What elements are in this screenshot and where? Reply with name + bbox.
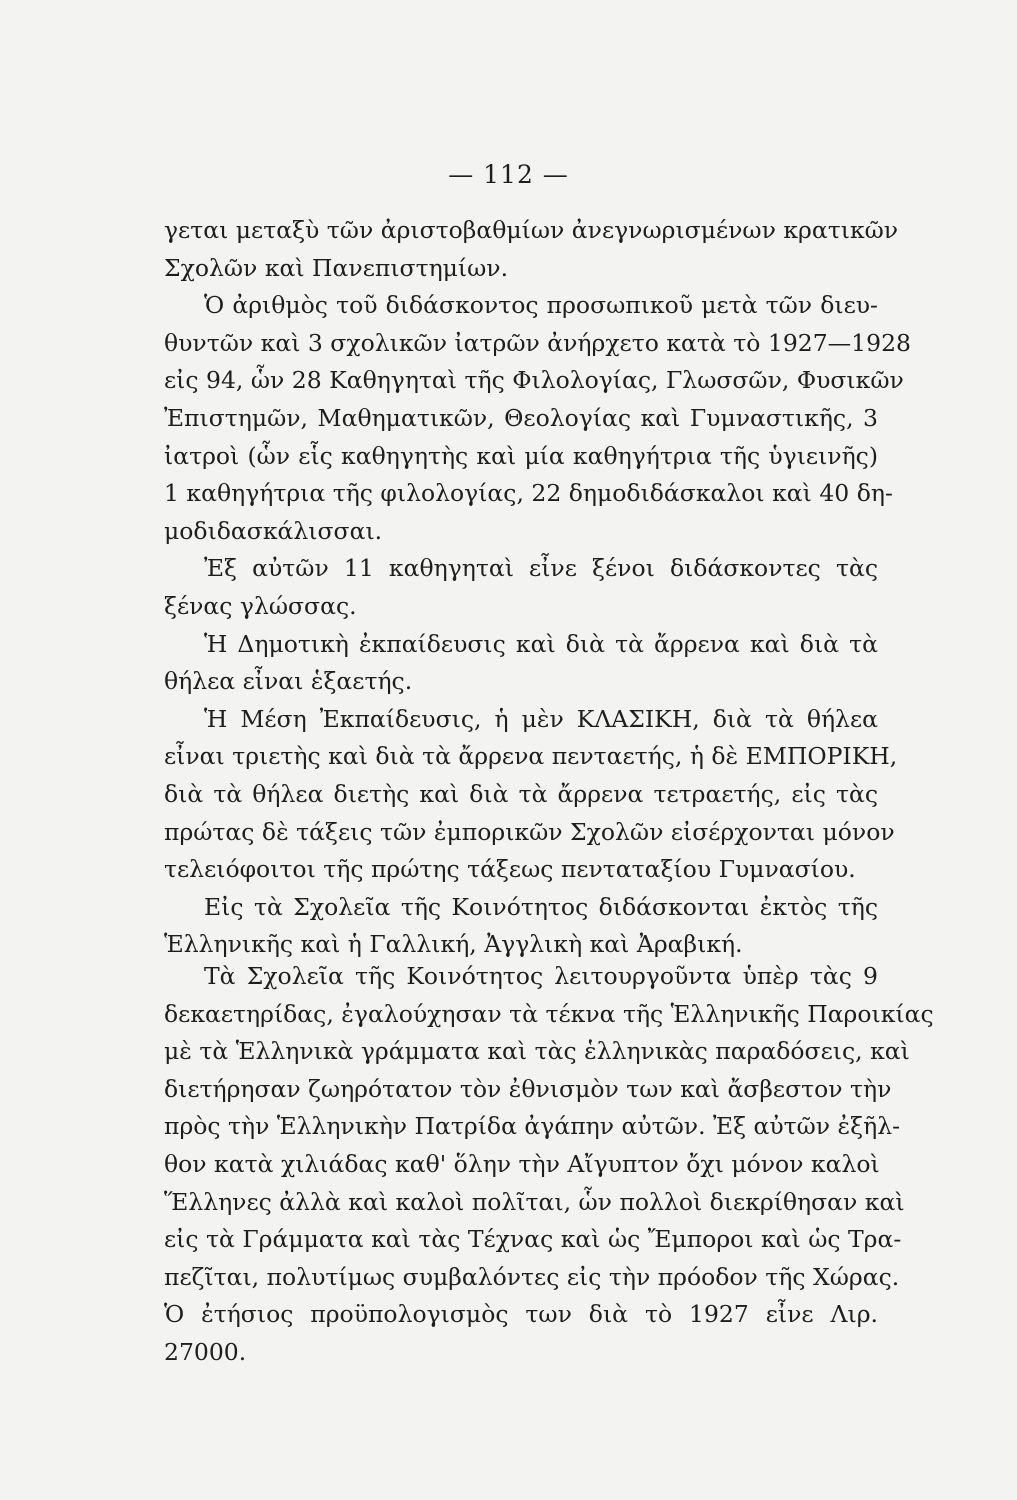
- paragraph-budget: [164, 1296, 878, 1371]
- text-line: Ἡ Μέση Ἐκπαίδευσις, ἡ μὲν ΚΛΑΣΙΚΗ, διὰ τὰ θήλεα: [204, 704, 878, 733]
- text-line: γεται μεταξὺ τῶν ἀριστοβαθμίων ἀνεγνωρισμένων κρατικῶν: [164, 216, 899, 244]
- text-line: Εἰς τὰ Σχολεῖα τῆς Κοινότητος διδάσκονται ἐκτὸς τῆς: [204, 892, 878, 921]
- text-line: ἰατροὶ (ὧν εἷς καθηγητὴς καὶ μία καθηγήτρια τῆς ὑγιεινῆς): [164, 441, 878, 470]
- paragraph-secondary-education: [164, 701, 898, 889]
- text-line: 1 καθηγήτρια τῆς φιλολογίας, 22 δημοδιδάσκαλοι καὶ 40 δη-: [164, 479, 893, 508]
- text-line: πρὸς τὴν Ἑλληνικὴν Πατρίδα ἀγάπην αὐτῶν. Ἐξ αὐτῶν ἐξῆλ-: [164, 1112, 901, 1141]
- text-line: διὰ τὰ θήλεα διετὴς καὶ διὰ τὰ ἄρρενα τετραετής, εἰς τὰς: [164, 779, 878, 808]
- paragraph-primary-education: [164, 626, 878, 701]
- paragraph-languages: [164, 889, 878, 964]
- text-line: Σχολῶν καὶ Πανεπιστημίων.: [164, 253, 509, 282]
- text-line: θήλεα εἶναι ἑξαετής.: [164, 667, 413, 696]
- text-line: εἰς τὰ Γράμματα καὶ τὰς Τέχνας καὶ ὡς Ἔμποροι καὶ ὡς Τρα-: [164, 1225, 902, 1254]
- text-line: μοδιδασκάλισσαι.: [164, 516, 383, 545]
- text-block-lower: [164, 958, 934, 1372]
- text-line: Τὰ Σχολεῖα τῆς Κοινότητος λειτουργοῦντα ὑπὲρ τὰς 9: [204, 962, 878, 990]
- paragraph-teaching-staff: [164, 287, 911, 550]
- text-line: θον κατὰ χιλιάδας καθ' ὅλην τὴν Αἴγυπτον ὄχι μόνον καλοὶ: [164, 1149, 880, 1178]
- text-line: Ἕλληνες ἀλλὰ καὶ καλοὶ πολῖται, ὧν πολλοὶ διεκρίθησαν καὶ: [164, 1187, 905, 1216]
- text-line: εἰς 94, ὧν 28 Καθηγηταὶ τῆς Φιλολογίας, Γλωσσῶν, Φυσικῶν: [164, 366, 904, 395]
- text-line: μὲ τὰ Ἑλληνικὰ γράμματα καὶ τὰς ἑλληνικὰς παραδόσεις, καὶ: [164, 1037, 910, 1066]
- text-block-upper: [164, 212, 911, 964]
- text-line: Ἐξ αὐτῶν 11 καθηγηταὶ εἶνε ξένοι διδάσκοντες τὰς: [204, 554, 878, 583]
- text-line: εἶναι τριετὴς καὶ διὰ τὰ ἄρρενα πενταετής, ἡ δὲ ΕΜΠΟΡΙΚΗ,: [164, 742, 898, 771]
- text-line: 27000.: [164, 1337, 247, 1366]
- text-line: Ἡ Δημοτικὴ ἐκπαίδευσις καὶ διὰ τὰ ἄρρενα καὶ διὰ τὰ: [204, 629, 878, 658]
- page-number: — 112 —: [448, 160, 569, 189]
- text-line: Ἑλληνικῆς καὶ ἡ Γαλλική, Ἀγγλικὴ καὶ Ἀραβική.: [164, 930, 743, 959]
- paragraph-continuation: [164, 212, 899, 287]
- text-line: θυντῶν καὶ 3 σχολικῶν ἰατρῶν ἀνήρχετο κατὰ τὸ 1927—1928: [164, 328, 911, 357]
- text-line: Ὁ ἐτήσιος προϋπολογισμὸς των διὰ τὸ 1927 εἶνε Λιρ.: [164, 1300, 878, 1329]
- paragraph-schools-legacy: [164, 958, 934, 1296]
- text-line: διετήρησαν ζωηρότατον τὸν ἐθνισμὸν των καὶ ἄσβεστον τὴν: [164, 1074, 892, 1103]
- text-line: Ὁ ἀριθμὸς τοῦ διδάσκοντος προσωπικοῦ μετὰ τῶν διευ-: [204, 291, 878, 320]
- text-line: Ἐπιστημῶν, Μαθηματικῶν, Θεολογίας καὶ Γυμναστικῆς, 3: [164, 403, 878, 432]
- text-line: ξένας γλώσσας.: [164, 591, 357, 620]
- text-line: πεζῖται, πολυτίμως συμβαλόντες εἰς τὴν πρόοδον τῆς Χώρας.: [164, 1262, 900, 1291]
- text-line: πρώτας δὲ τάξεις τῶν ἐμπορικῶν Σχολῶν εἰσέρχονται μόνον: [164, 817, 895, 846]
- paragraph-foreign-teachers: [164, 550, 878, 625]
- text-line: δεκαετηρίδας, ἐγαλούχησαν τὰ τέκνα τῆς Ἑλληνικῆς Παροικίας: [164, 999, 934, 1028]
- text-line: τελειόφοιτοι τῆς πρώτης τάξεως πενταταξίου Γυμνασίου.: [164, 855, 856, 884]
